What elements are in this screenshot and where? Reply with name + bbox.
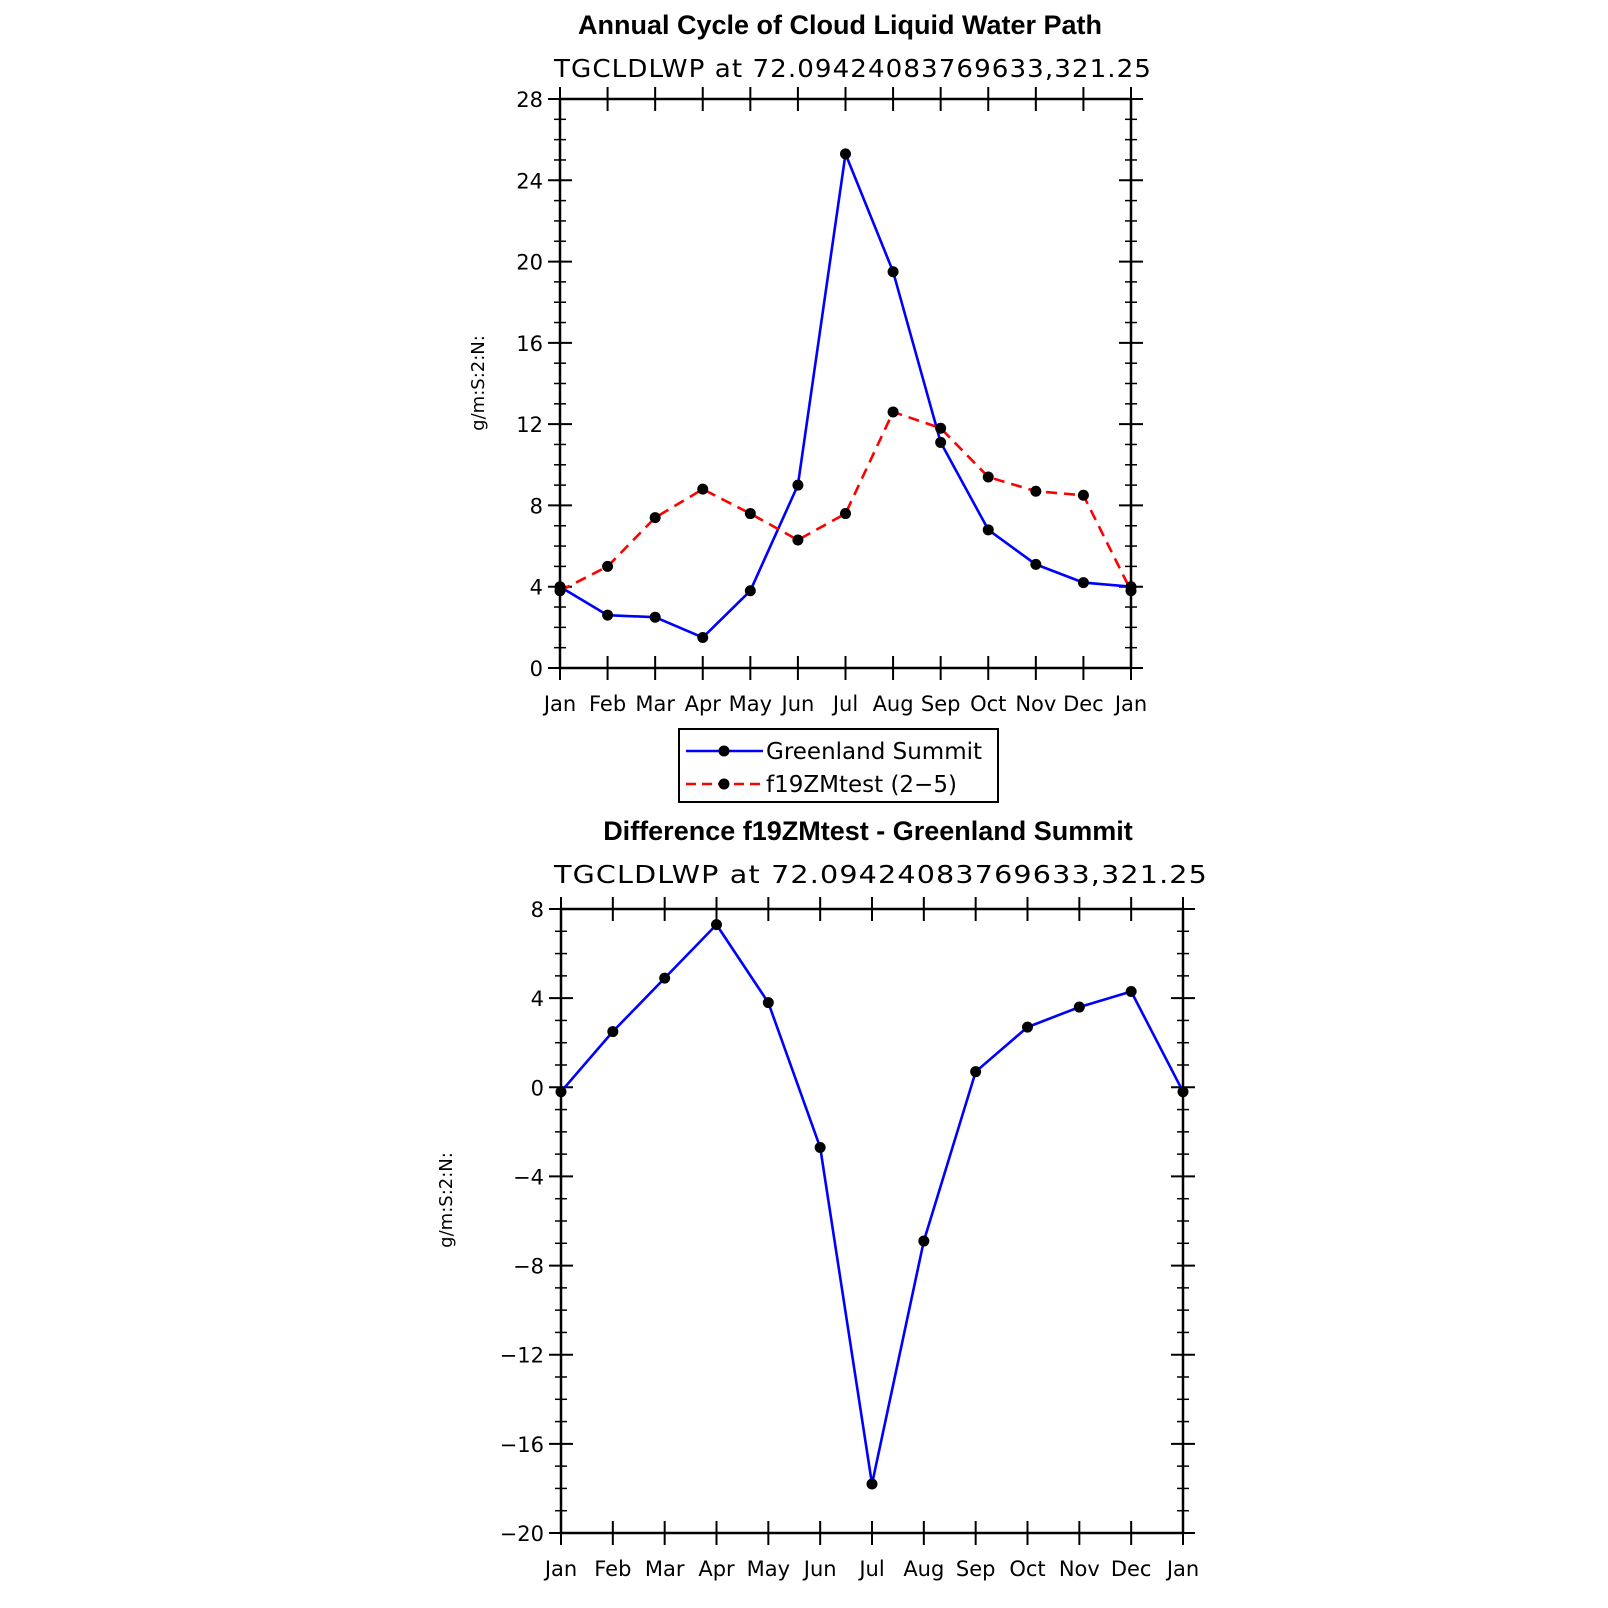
x-tick-label: Jan: [544, 1557, 578, 1581]
chart-panel-difference: [436, 816, 1208, 1581]
plot-series: [556, 919, 1189, 1489]
series-2-point: [650, 512, 661, 523]
x-tick-label: Mar: [644, 1557, 685, 1581]
y-tick-label: −8: [513, 1254, 544, 1279]
chart-subtitle: TGCLDLWP at 72.09424083769633,321.25: [552, 54, 1152, 83]
series-2-point: [1030, 486, 1041, 497]
series-1-point: [1126, 986, 1137, 997]
y-tick-label: 8: [529, 494, 543, 519]
chart-title: Annual Cycle of Cloud Liquid Water Path: [577, 10, 1103, 40]
series-1-point: [745, 585, 756, 596]
series-1-point: [983, 524, 994, 535]
x-tick-label: Dec: [1063, 692, 1104, 716]
series-1-point: [1022, 1022, 1033, 1033]
y-tick-label: −20: [499, 1522, 544, 1546]
legend-label-series-1: Greenland Summit: [766, 739, 983, 765]
plot-series: [555, 148, 1137, 643]
series-1-point: [1074, 1002, 1085, 1013]
plot-axes: [500, 897, 1200, 1581]
plot-frame: [561, 909, 1183, 1533]
x-tick-label: Oct: [1009, 1557, 1046, 1581]
chart-title: Difference f19ZMtest - Greenland Summit: [603, 816, 1133, 846]
y-tick-label: 0: [529, 657, 543, 681]
y-tick-label: 20: [516, 250, 543, 275]
x-tick-label: Jan: [1166, 1557, 1200, 1581]
x-tick-label: Sep: [920, 692, 961, 716]
x-tick-label: Jan: [1114, 692, 1148, 716]
series-2-point: [697, 484, 708, 495]
series-1-point: [792, 480, 803, 491]
x-tick-label: Aug: [903, 1557, 945, 1581]
series-1-point: [1078, 577, 1089, 588]
y-axis-label: g/m:S:2:N:: [436, 1152, 457, 1248]
chart-panel-annual-cycle: [468, 10, 1152, 716]
x-tick-label: Feb: [588, 692, 627, 716]
x-tick-label: May: [746, 1557, 791, 1581]
y-tick-label: 8: [530, 898, 544, 922]
x-tick-label: Feb: [594, 1557, 632, 1581]
x-tick-label: Oct: [970, 692, 1007, 716]
series-2-point: [792, 534, 803, 545]
x-tick-label: Nov: [1015, 692, 1057, 716]
series-1-point: [888, 266, 899, 277]
series-1-point: [918, 1236, 929, 1247]
series-line-1: [561, 925, 1183, 1484]
series-line-2: [560, 412, 1131, 591]
series-1-point: [935, 437, 946, 448]
y-tick-label: 4: [529, 575, 543, 600]
series-1-point: [607, 1026, 618, 1037]
series-1-point: [556, 1086, 567, 1097]
series-2-point: [840, 508, 851, 519]
x-tick-label: Jun: [781, 692, 815, 716]
y-axis-label: g/m:S:2:N:: [468, 335, 489, 431]
y-tick-label: 24: [516, 169, 543, 194]
y-tick-label: 12: [516, 413, 543, 438]
x-tick-label: Aug: [872, 692, 914, 716]
x-tick-label: Nov: [1058, 1557, 1100, 1581]
series-1-point: [867, 1478, 878, 1489]
series-1-point: [602, 610, 613, 621]
series-2-point: [983, 471, 994, 482]
series-2-point: [1126, 585, 1137, 596]
x-tick-label: Jul: [859, 1557, 885, 1581]
series-1-point: [1178, 1086, 1189, 1097]
series-1-point: [840, 148, 851, 159]
plot-frame: [560, 99, 1131, 668]
series-line-1: [560, 154, 1131, 638]
x-tick-label: Mar: [635, 692, 675, 716]
series-1-point: [1030, 559, 1041, 570]
y-tick-label: 4: [530, 987, 544, 1012]
plot-axes: [516, 87, 1147, 716]
legend-label-series-2: f19ZMtest (2−5): [766, 772, 957, 798]
series-1-point: [815, 1142, 826, 1153]
legend-marker-series-2: [719, 779, 730, 790]
x-tick-label: May: [728, 692, 773, 716]
y-tick-label: −16: [499, 1432, 544, 1457]
series-2-point: [555, 585, 566, 596]
series-1-point: [970, 1066, 981, 1077]
y-tick-label: 0: [530, 1076, 544, 1101]
x-tick-label: Dec: [1110, 1557, 1152, 1581]
legend: [679, 729, 998, 802]
y-tick-label: −12: [499, 1343, 544, 1368]
y-tick-label: 28: [516, 88, 543, 112]
x-tick-label: Apr: [698, 1557, 735, 1581]
series-2-point: [888, 406, 899, 417]
series-1-point: [697, 632, 708, 643]
series-1-point: [650, 612, 661, 623]
x-tick-label: Jul: [832, 692, 859, 716]
chart-subtitle: TGCLDLWP at 72.09424083769633,321.25: [552, 860, 1208, 889]
y-tick-label: 16: [516, 331, 543, 356]
legend-marker-series-1: [719, 746, 730, 757]
series-2-point: [1078, 490, 1089, 501]
y-tick-label: −4: [513, 1165, 544, 1190]
x-tick-label: Apr: [684, 692, 721, 716]
x-tick-label: Jun: [803, 1557, 837, 1581]
x-tick-label: Sep: [955, 1557, 996, 1581]
series-1-point: [763, 997, 774, 1008]
series-1-point: [659, 973, 670, 984]
series-2-point: [745, 508, 756, 519]
series-1-point: [711, 919, 722, 930]
series-2-point: [602, 561, 613, 572]
series-2-point: [935, 423, 946, 434]
x-tick-label: Jan: [543, 692, 577, 716]
